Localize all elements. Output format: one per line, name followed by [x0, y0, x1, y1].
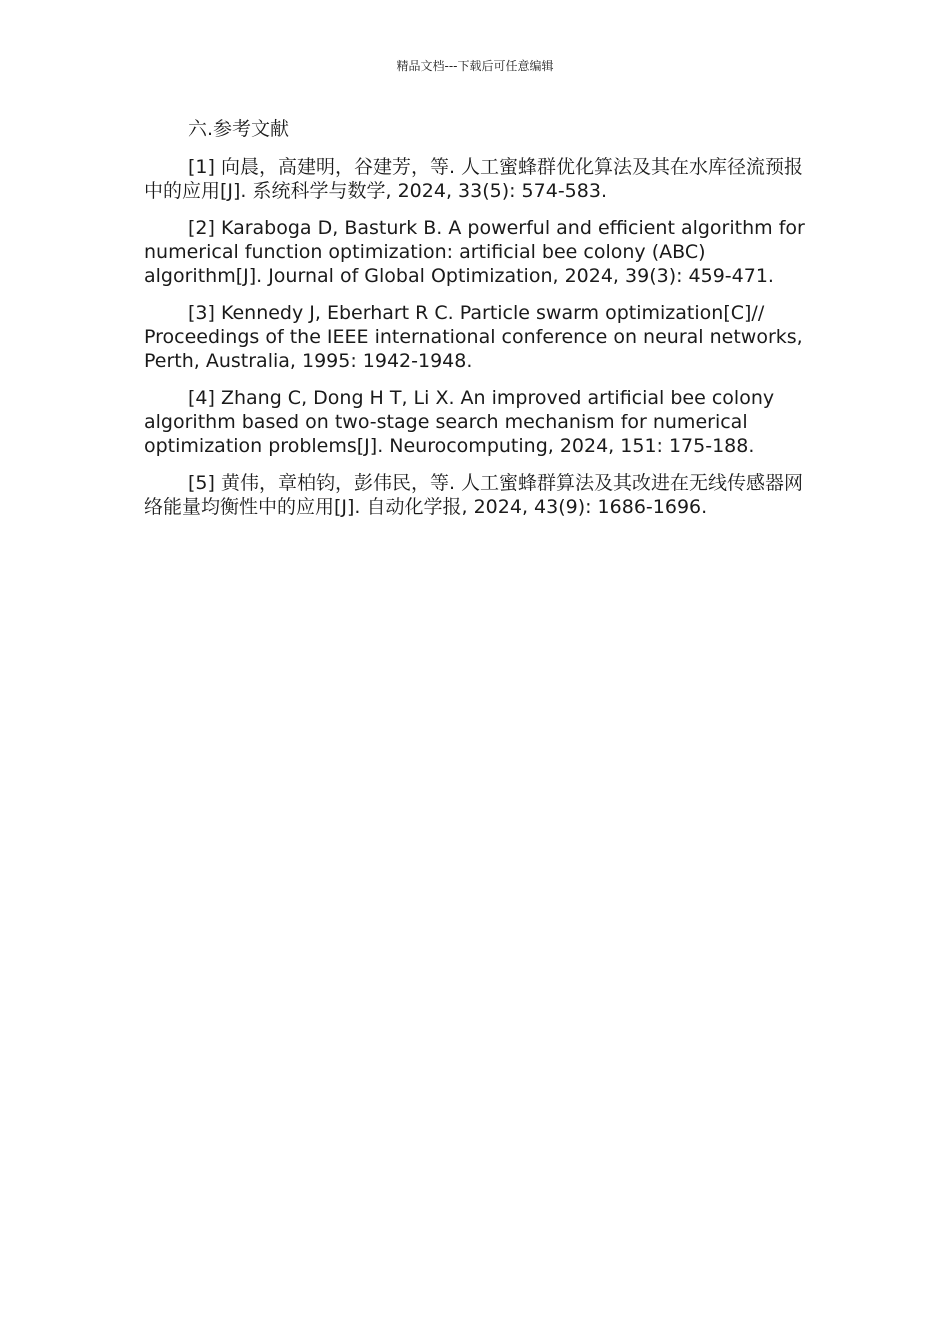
reference-item-2: [2] Karaboga D, Basturk B. A powerful and efficient algorithm for numerical function optimization: artificial bee colony (ABC) algorithm[J]. Journal of Global Optimization, 2024, 39(3): 459-471. [144, 217, 805, 287]
reference-item-4: [4] Zhang C, Dong H T, Li X. An improved artificial bee colony algorithm based on two-stage search mechanism for numerical optimization problems[J]. Neurocomputing, 2024, 151: 175-188. [144, 387, 775, 457]
reference-item-5: [5] 黄伟，章柏钧，彭伟民，等. 人工蜜蜂群算法及其改进在无线传感器网络能量均衡性中的应用[J]. 自动化学报, 2024, 43(9): 1686-1696. [144, 472, 804, 518]
document-body [144, 116, 806, 532]
reference-item-1: [1] 向晨，高建明，谷建芳，等. 人工蜜蜂群优化算法及其在水库径流预报中的应用[J]. 系统科学与数学, 2024, 33(5): 574-583. [144, 156, 804, 202]
section-title: 六.参考文献 [188, 118, 290, 140]
page-header: 精品文档---下载后可任意编辑 [396, 59, 554, 73]
reference-item-3: [3] Kennedy J, Eberhart R C. Particle swarm optimization[C]// Proceedings of the IEEE international conference on neural networks, Perth, Australia, 1995: 1942-1948. [144, 302, 803, 372]
